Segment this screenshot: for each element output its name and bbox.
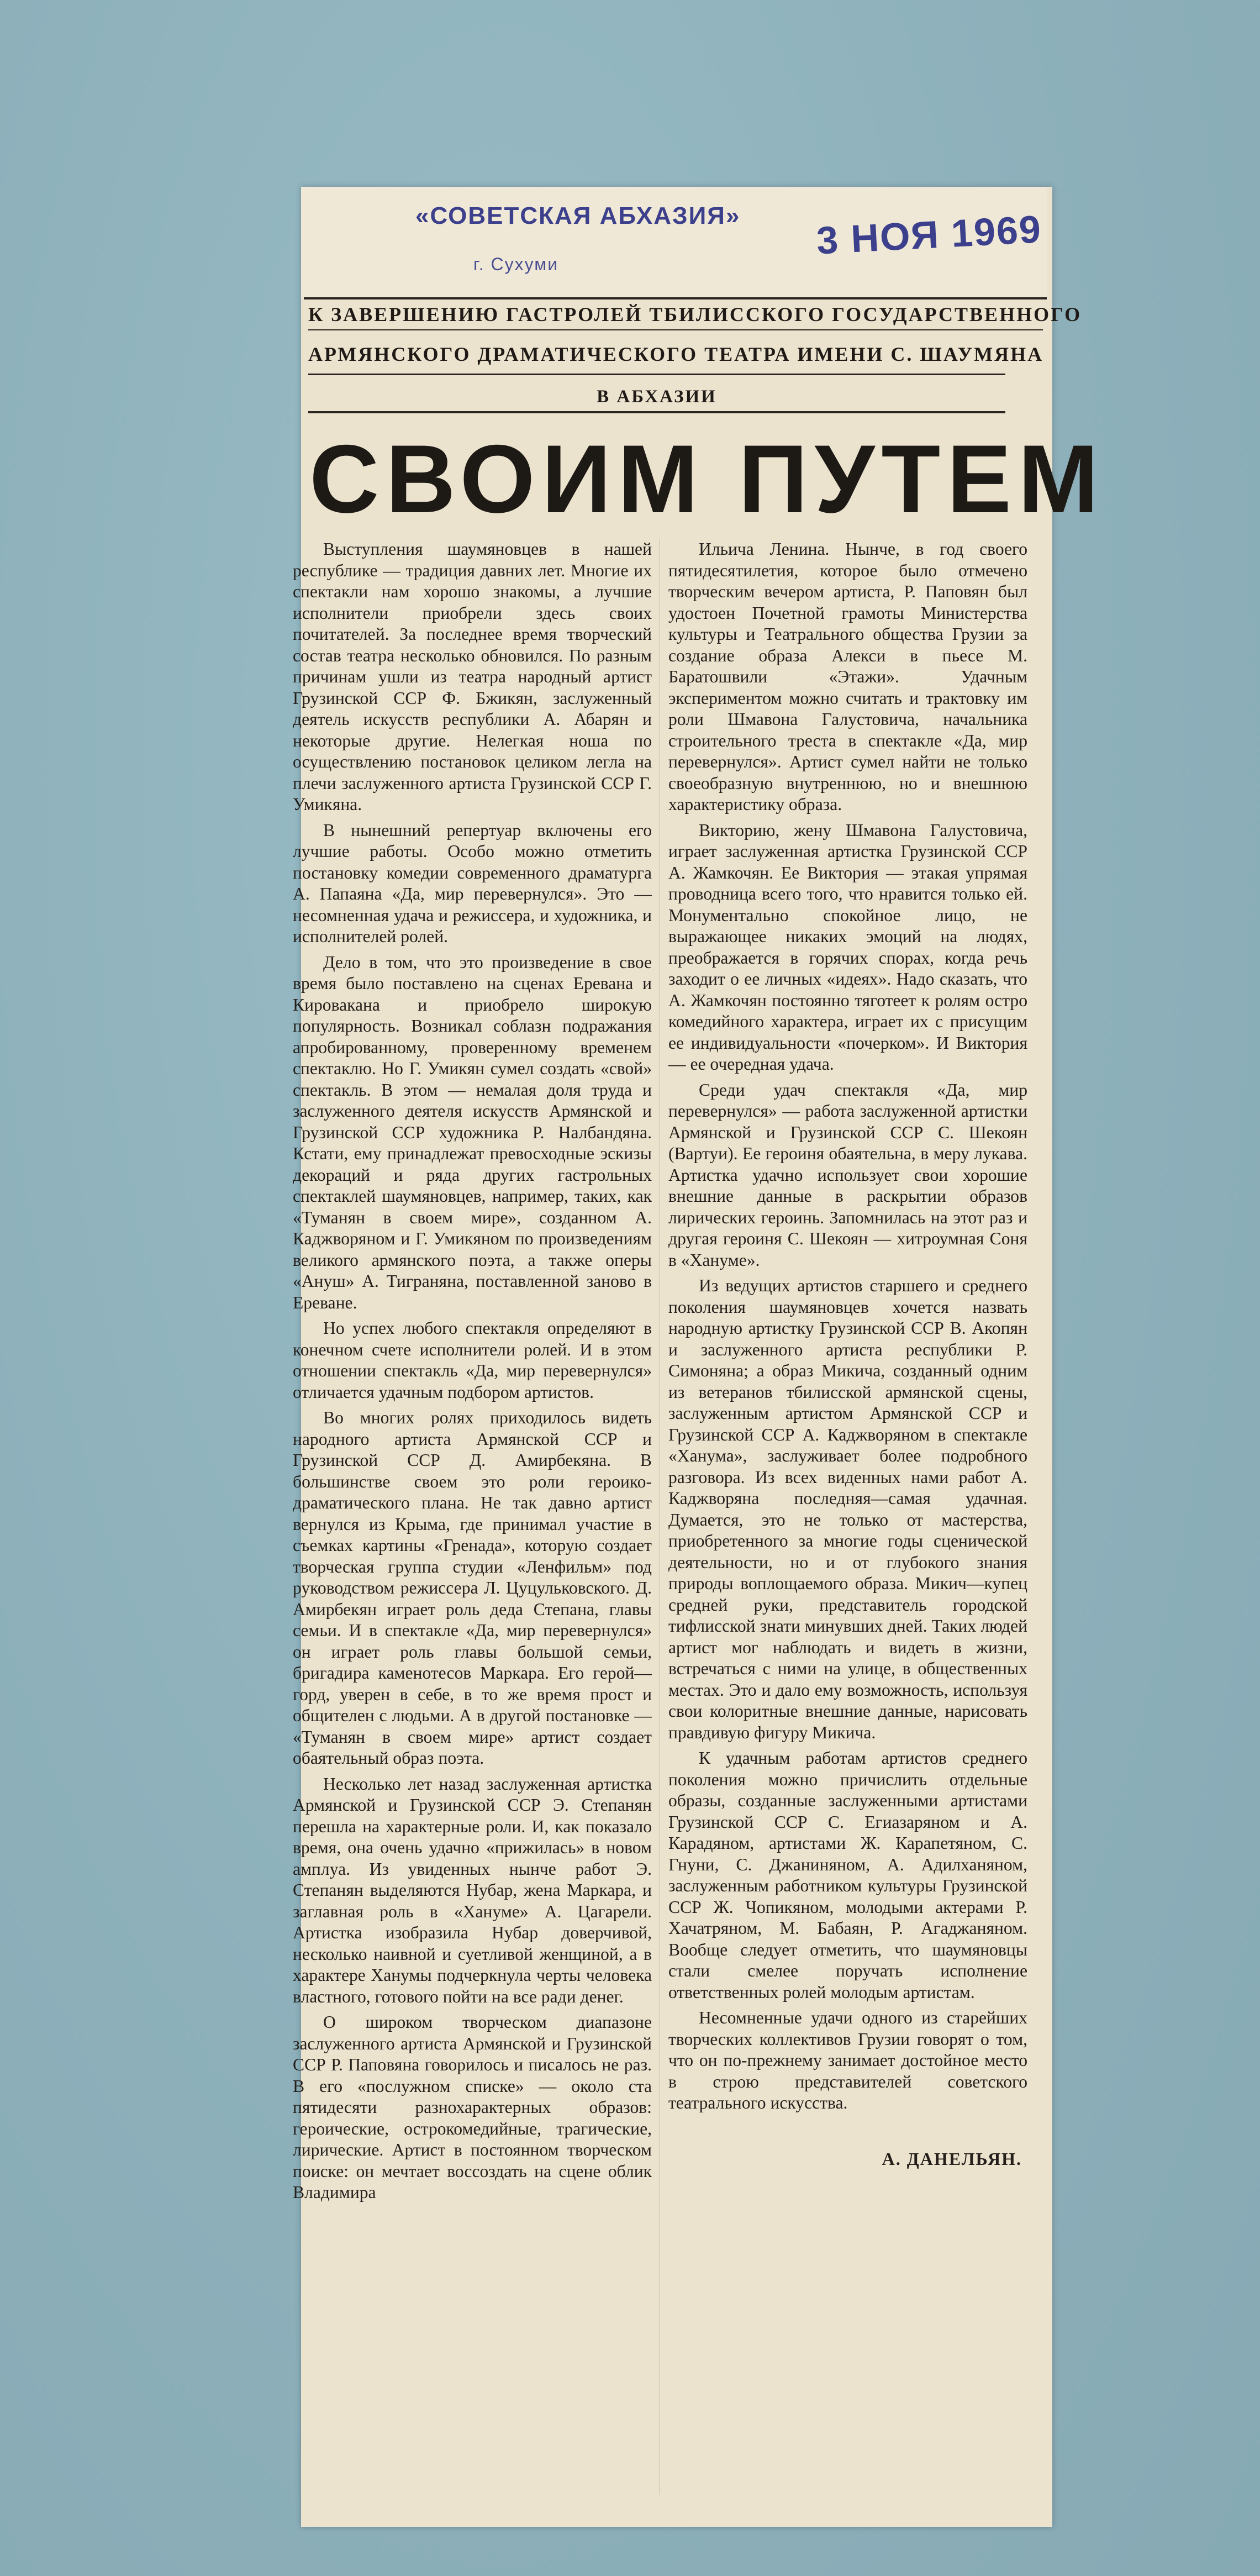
article-title: СВОИМ ПУТЕМ <box>309 425 1105 533</box>
article-paragraph: Несомненные удачи одного из старейших творческих коллективов Грузии говорят о том, что он по-прежнему занимает достойное место в строю представителей советского театрального искусства. <box>668 2008 1027 2112</box>
header-line-1: К ЗАВЕРШЕНИЮ ГАСТРОЛЕЙ ТБИЛИССКОГО ГОСУДАРСТВЕННОГО <box>308 303 1082 325</box>
article-right-column <box>668 539 1027 2169</box>
article-paragraph: О широком творческом диапазоне заслуженного артиста Армянской и Грузинской ССР Р. Паповяна говорилось и писалось не раз. В его «послужном списке» — около ста пятидесяти разнохарактерных образов: героические, острокомедийные, трагические, лирические. Артист в постоянном творческом поиске: он мечтает воссоздать на сцене облик Владимира <box>293 2012 652 2202</box>
article-paragraph: Но успех любого спектакля определяют в конечном счете исполнители ролей. И в этом отношении спектакль «Да, мир перевернулся» отличается удачным подбором артистов. <box>293 1318 652 1402</box>
article-paragraph: Во многих ролях приходилось видеть народного артиста Армянской ССР и Грузинской ССР Д. Амирбекяна. В большинстве своем это роли героико-драматического плана. Не так давно артист вернулся из Крыма, где принимал участие в съемках картины «Гренада», которую создает творческая группа студии «Ленфильм» под руководством режиссера Л. Цуцульковского. Д. Амирбекян играет роль деда Степана, главы семьи. И в спектакле «Да, мир перевернулся» он играет роль главы большой семьи, бригадира каменотесов Маркара. Его герой—горд, уверен в себе, в то же время прост и общителен с людьми. А в другой постановке — «Туманян в своем мире» артист создает обаятельный образ поэта. <box>293 1408 652 1768</box>
top-rule <box>304 297 1047 299</box>
article-paragraph: К удачным работам артистов среднего поколения можно причислить отдельные образы, созданные заслуженными артистами Грузинской ССР С. Егиазаряном и А. Карадяном, артистами Ж. Карапетяном, С. Гнуни, С. Джаниняном, А. Адилханяном, заслуженным работником культуры Грузинской ССР Ж. Чопикяном, молодыми актерами Р. Хачатряном, М. Бабаян, Р. Агаджаняном. Вообще следует отметить, что шаумяновцы стали смелее поручать исполнение ответственных ролей молодым артистам. <box>668 1748 1027 2002</box>
article-left-column <box>293 539 652 2204</box>
article-paragraph: Несколько лет назад заслуженная артистка Армянской и Грузинской ССР Э. Степанян перешла на характерные роли. И, как показало время, она очень удачно «прижилась» в новом амплуа. Из увиденных нынче работ Э. Степанян выделяются Нубар, жена Маркара, и заглавная роль в «Хануме» А. Цагарели. Артистка изобразила Нубар доверчивой, несколько наивной и суетливой женщиной, а в характере Ханумы подчеркнула черты человека властного, готового пойти на все ради денег. <box>293 1774 652 2006</box>
header-line-2: АРМЯНСКОГО ДРАМАТИЧЕСКОГО ТЕАТРА ИМЕНИ С. ШАУМЯНА <box>308 343 1044 365</box>
header-rule-3 <box>308 411 1005 413</box>
article-paragraph: В нынешний репертуар включены его лучшие работы. Особо можно отметить постановку комедии современного драматурга А. Папаяна «Да, мир перевернулся». Это — несомненная удача и режиссера, и художника, и исполнителей ролей. <box>293 820 652 946</box>
article-paragraph: Среди удач спектакля «Да, мир перевернулся» — работа заслуженной артистки Армянской и Грузинской ССР С. Шекоян (Вартуи). Ее героиня обаятельна, в меру лукава. Артистка удачно использует свои хорошие внешние данные в раскрытии образов лирических героинь. Запомнилась на этот раз и другая героиня С. Шекоян — хитроумная Соня в «Хануме». <box>668 1080 1027 1270</box>
city-stamp: г. Сухуми <box>473 254 559 274</box>
article-paragraph: Выступления шаумяновцев в нашей республике — традиция давних лет. Многие их спектакли нам хорошо знакомы, а лучшие исполнители приобрели здесь своих почитателей. За последнее время творческий состав театра несколько обновился. По разным причинам ушли из театра народный артист Грузинской ССР Ф. Бжикян, заслуженный деятель искусств республики А. Абарян и некоторые другие. Нелегкая ноша по осуществлению постановок целиком легла на плечи заслуженного артиста Грузинской ССР Г. Умикяна. <box>293 539 652 814</box>
header-rule-1 <box>308 329 1043 330</box>
author-signature: А. ДАНЕЛЬЯН. <box>882 2148 1022 2169</box>
header-line-3: В АБХАЗИИ <box>597 387 717 407</box>
article-paragraph: Ильича Ленина. Нынче, в год своего пятидесятилетия, которое было отмечено творческим вечером артиста, Р. Паповян был удостоен Почетной грамоты Министерства культуры и Театрального общества Грузии за создание образа Алекси в пьесе М. Баратошвили «Этажи». Удачным экспериментом можно считать и трактовку им роли Шмавона Галустовича, начальника строительного треста в спектакле «Да, мир перевернулся». Артист сумел найти не только своеобразную внутреннюю, но и внешнюю характеристику образа. <box>668 539 1027 814</box>
article-paragraph: Из ведущих артистов старшего и среднего поколения шаумяновцев хочется назвать народную артистку Грузинской ССР В. Акопян и заслуженного артиста республики Р. Симоняна; а образ Микича, созданный одним из ветеранов тбилисской армянской сцены, заслуженным артистом Армянской ССР и Грузинской ССР А. Каджворяном в спектакле «Ханума», заслуживает более подробного разговора. Из всех виденных нами работ А. Каджворяна последняя—самая удачная. Думается, это не только от мастерства, приобретенного за многие годы сценической деятельности, но и от глубокого знания природы воплощаемого образа. Микич—купец средней руки, представитель городской тифлисской знати минувших дней. Таких людей артист мог наблюдать и видеть в жизни, встречаться с ними на улице, в общественных местах. Это и дало ему возможность, используя свои колоритные внешние данные, нарисовать правдивую фигуру Микича. <box>668 1276 1027 1742</box>
newspaper-name-stamp: «СОВЕТСКАЯ АБХАЗИЯ» <box>415 202 741 229</box>
header-rule-2 <box>308 374 1005 375</box>
article-paragraph: Дело в том, что это произведение в свое время было поставлено на сценах Еревана и Кировакана и приобрело широкую популярность. Возникал соблазн подражания апробированному, проверенному временем спектаклю. Но Г. Умикян сумел создать «свой» спектакль. В этом — немалая доля труда и заслуженного деятеля искусств Армянской и Грузинской ССР художника Р. Налбандяна. Кстати, ему принадлежат превосходные эскизы декораций и ряда других гастрольных спектаклей шаумяновцев, например, таких, как «Туманян в своем мире», созданном А. Каджворяном и Г. Умикяном по произведениям великого армянского поэта, а также оперы «Ануш» А. Тиграняна, поставленной заново в Ереване. <box>293 952 652 1312</box>
date-stamp: 3 НОЯ 1969 <box>815 207 1043 262</box>
article-paragraph: Викторию, жену Шмавона Галустовича, играет заслуженная артистка Грузинской ССР А. Жамкочян. Ее Виктория — этакая упрямая проводница всего того, что нравится только ей. Монументально спокойное лицо, не выражающее никаких эмоций на людях, преображается в горячих спорах, когда речь заходит о ее личных «идеях». Надо сказать, что А. Жамкочян постоянно тяготеет к ролям остро комедийного характера, играет их с присущим ее индивидуальности «почерком». И Виктория — ее очередная удача. <box>668 820 1027 1074</box>
